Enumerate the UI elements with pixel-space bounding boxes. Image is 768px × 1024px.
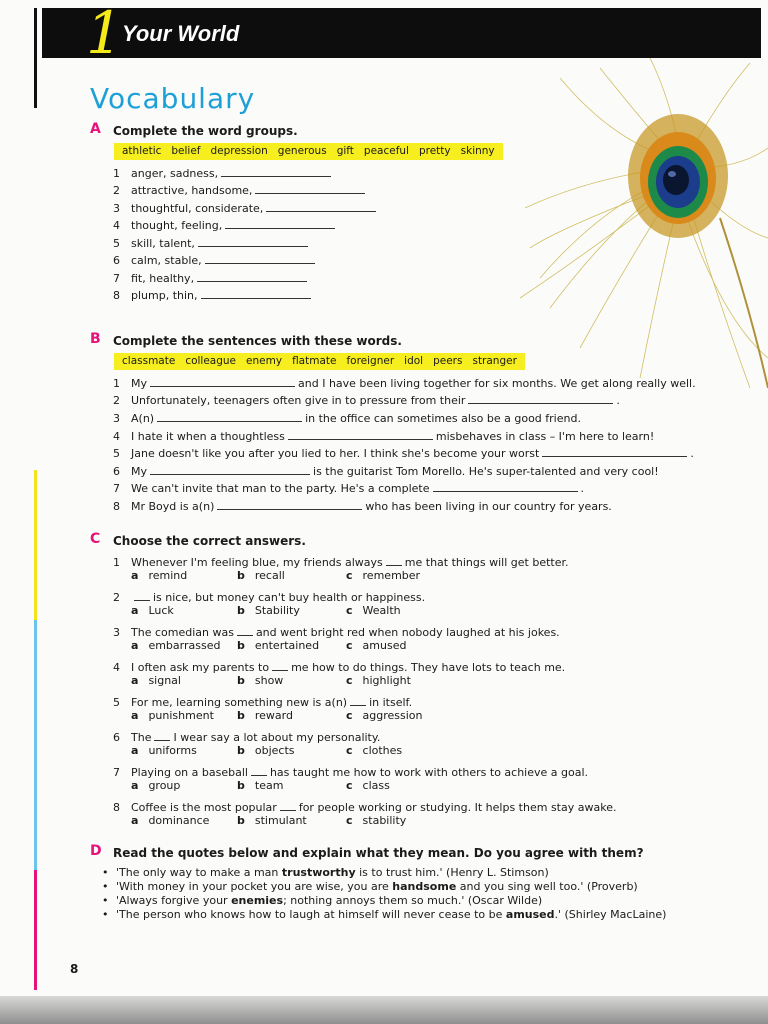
- section-a-item: 8 plump, thin,: [113, 288, 314, 302]
- answer-blank[interactable]: [154, 730, 170, 741]
- word-box-item: enemy: [246, 355, 283, 367]
- option-b[interactable]: b Stability: [237, 604, 300, 617]
- quote-item: • 'Always forgive your enemies; nothing annoys them so much.' (Oscar Wilde): [116, 894, 542, 907]
- answer-blank[interactable]: [221, 166, 331, 177]
- section-c-question: 3 The comedian was and went bright red when nobody laughed at his jokes.: [113, 626, 560, 639]
- word-box-item: peers: [433, 355, 463, 367]
- section-c-title: Choose the correct answers.: [113, 534, 306, 548]
- binding-bar-black: [34, 8, 37, 108]
- answer-blank[interactable]: [217, 499, 362, 510]
- option-c[interactable]: c remember: [346, 569, 421, 582]
- section-b-item: 3 A(n) in the office can sometimes also be a good friend.: [113, 412, 581, 425]
- section-b-item: 6 My is the guitarist Tom Morello. He's super-talented and very cool!: [113, 465, 659, 478]
- section-d-letter: D: [90, 843, 102, 859]
- section-c-question: 2 is nice, but money can't buy health or happiness.: [113, 591, 426, 604]
- word-box-item: skinny: [460, 145, 495, 157]
- word-box-item: stranger: [472, 355, 517, 367]
- chapter-header: [42, 0, 761, 67]
- quote-item: • 'The only way to make a man trustworthy is to trust him.' (Henry L. Stimson): [116, 866, 549, 879]
- binding-bar-pink: [34, 870, 37, 990]
- section-a-word-box: [114, 143, 503, 160]
- option-c[interactable]: c Wealth: [346, 604, 401, 617]
- option-b[interactable]: b stimulant: [237, 814, 307, 827]
- answer-blank[interactable]: [201, 288, 311, 299]
- section-b-item: 2 Unfortunately, teenagers often give in to pressure from their .: [113, 394, 620, 407]
- option-a[interactable]: a signal: [131, 674, 181, 687]
- peacock-feather-image: [520, 58, 768, 398]
- binding-bar-yellow: [34, 470, 37, 620]
- answer-blank[interactable]: [272, 660, 288, 671]
- section-d-title: Read the quotes below and explain what they mean. Do you agree with them?: [113, 846, 644, 860]
- answer-blank[interactable]: [266, 201, 376, 212]
- section-a-letter: A: [90, 121, 101, 137]
- answer-blank[interactable]: [198, 236, 308, 247]
- option-c[interactable]: c clothes: [346, 744, 403, 757]
- section-a-item: 2 attractive, handsome,: [113, 183, 368, 197]
- section-b-word-box: [114, 353, 525, 370]
- answer-blank[interactable]: [386, 555, 402, 566]
- section-c-letter: C: [90, 531, 101, 547]
- chapter-title: Your World: [122, 21, 240, 46]
- section-c-question: 8 Coffee is the most popular for people working or studying. It helps them stay awake.: [113, 801, 617, 814]
- section-b-item: 5 Jane doesn't like you after you lied to her. I think she's become your worst .: [113, 447, 694, 460]
- section-a-title: Complete the word groups.: [113, 124, 298, 138]
- option-c[interactable]: c stability: [346, 814, 407, 827]
- answer-blank[interactable]: [542, 446, 687, 457]
- answer-blank[interactable]: [468, 393, 613, 404]
- option-a[interactable]: a punishment: [131, 709, 214, 722]
- quote-item: • 'With money in your pocket you are wise, you are handsome and you sing well too.' (Proverb): [116, 880, 638, 893]
- option-b[interactable]: b show: [237, 674, 284, 687]
- word-box-item: idol: [404, 355, 424, 367]
- word-box-item: pretty: [418, 145, 451, 157]
- section-a-item: 6 calm, stable,: [113, 253, 318, 267]
- answer-blank[interactable]: [251, 765, 267, 776]
- option-a[interactable]: a group: [131, 779, 181, 792]
- quote-item: • 'The person who knows how to laugh at himself will never cease to be amused.' (Shirley MacLaine): [116, 908, 666, 921]
- page-number: 8: [70, 962, 79, 976]
- option-a[interactable]: a embarrassed: [131, 639, 221, 652]
- section-c-question: 7 Playing on a baseball has taught me how to work with others to achieve a goal.: [113, 766, 589, 779]
- option-b[interactable]: b recall: [237, 569, 285, 582]
- chapter-number: 1: [86, 0, 123, 67]
- answer-blank[interactable]: [350, 695, 366, 706]
- option-a[interactable]: a dominance: [131, 814, 210, 827]
- answer-blank[interactable]: [157, 411, 302, 422]
- option-c[interactable]: c class: [346, 779, 390, 792]
- answer-blank[interactable]: [205, 253, 315, 264]
- word-box-item: belief: [171, 145, 201, 157]
- answer-blank[interactable]: [197, 271, 307, 282]
- answer-blank[interactable]: [288, 429, 433, 440]
- word-box-item: gift: [336, 145, 354, 157]
- answer-blank[interactable]: [225, 218, 335, 229]
- option-c[interactable]: c aggression: [346, 709, 423, 722]
- word-box-item: athletic: [122, 145, 162, 157]
- word-box-item: peaceful: [363, 145, 409, 157]
- answer-blank[interactable]: [150, 464, 310, 475]
- word-box-item: depression: [210, 145, 268, 157]
- option-b[interactable]: b team: [237, 779, 284, 792]
- section-b-item: 4 I hate it when a thoughtless misbehaves in class – I'm here to learn!: [113, 430, 655, 443]
- answer-blank[interactable]: [134, 590, 150, 601]
- section-a-item: 7 fit, healthy,: [113, 271, 310, 285]
- section-c-question: 5 For me, learning something new is a(n) in itself.: [113, 696, 413, 709]
- answer-blank[interactable]: [255, 183, 365, 194]
- section-a-item: 3 thoughtful, considerate,: [113, 201, 379, 215]
- option-c[interactable]: c highlight: [346, 674, 411, 687]
- word-box-item: flatmate: [292, 355, 337, 367]
- binding-bar-blue: [34, 620, 37, 870]
- section-c-question: 4 I often ask my parents to me how to do things. They have lots to teach me.: [113, 661, 566, 674]
- option-a[interactable]: a remind: [131, 569, 188, 582]
- answer-blank[interactable]: [237, 625, 253, 636]
- option-c[interactable]: c amused: [346, 639, 407, 652]
- option-b[interactable]: b reward: [237, 709, 293, 722]
- section-c-question: 6 The I wear say a lot about my personality.: [113, 731, 381, 744]
- option-b[interactable]: b objects: [237, 744, 295, 757]
- section-b-title: Complete the sentences with these words.: [113, 334, 402, 348]
- section-b-item: 8 Mr Boyd is a(n) who has been living in our country for years.: [113, 500, 612, 513]
- page-bottom-edge: [0, 996, 768, 1024]
- section-b-item: 1 My and I have been living together for six months. We get along really well.: [113, 377, 696, 390]
- answer-blank[interactable]: [433, 481, 578, 492]
- option-a[interactable]: a Luck: [131, 604, 174, 617]
- option-b[interactable]: b entertained: [237, 639, 320, 652]
- option-a[interactable]: a uniforms: [131, 744, 197, 757]
- section-c-question: 1 Whenever I'm feeling blue, my friends always me that things will get better.: [113, 556, 569, 569]
- answer-blank[interactable]: [280, 800, 296, 811]
- section-a-item: 1 anger, sadness,: [113, 166, 334, 180]
- section-a-item: 5 skill, talent,: [113, 236, 311, 250]
- section-b-item: 7 We can't invite that man to the party. He's a complete .: [113, 482, 585, 495]
- word-box-item: colleague: [185, 355, 237, 367]
- answer-blank[interactable]: [150, 376, 295, 387]
- word-box-item: generous: [277, 145, 327, 157]
- section-b-letter: B: [90, 331, 101, 347]
- section-a-item: 4 thought, feeling,: [113, 218, 338, 232]
- word-box-item: classmate: [122, 355, 176, 367]
- word-box-item: foreigner: [346, 355, 395, 367]
- vocabulary-heading: Vocabulary: [90, 82, 256, 115]
